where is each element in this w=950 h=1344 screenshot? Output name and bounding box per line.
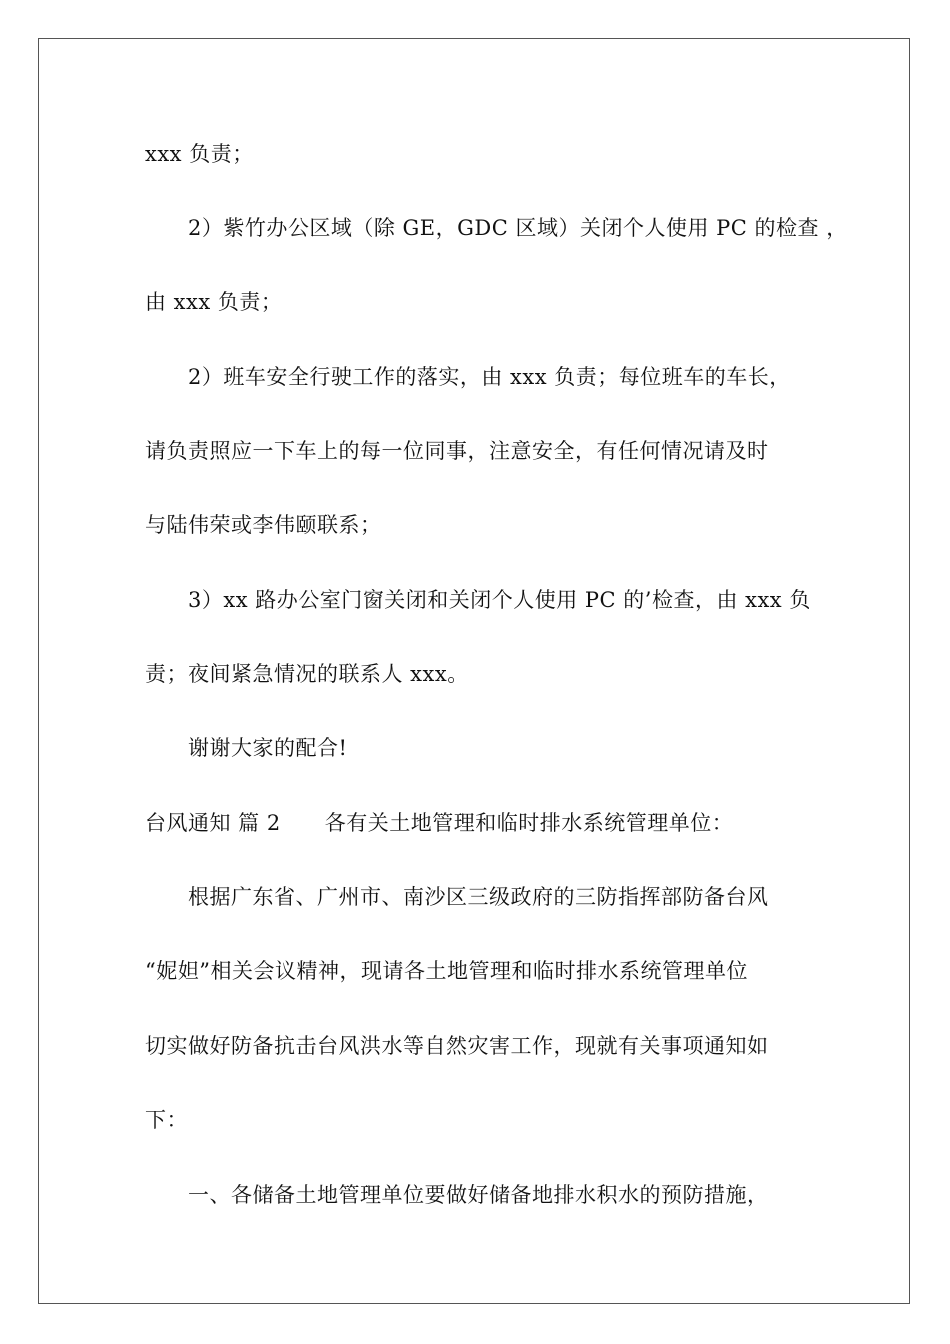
text-line-12: “妮妲”相关会议精神，现请各土地管理和临时排水系统管理单位 (145, 959, 748, 983)
text-line-2: 2）紫竹办公区域（除 GE，GDC 区域）关闭个人使用 PC 的检查 ， (188, 216, 848, 240)
text-line-3: 由 xxx 负责； (145, 290, 283, 314)
text-line-8: 责；夜间紧急情况的联系人 xxx。 (145, 662, 469, 686)
text-line-11: 根据广东省、广州市、南沙区三级政府的三防指挥部防备台风 (188, 885, 769, 909)
text-line-14: 下： (145, 1108, 188, 1132)
text-line-9: 谢谢大家的配合! (188, 736, 348, 760)
text-line-13: 切实做好防备抗击台风洪水等自然灾害工作，现就有关事项通知如 (145, 1034, 769, 1058)
addressee: 各有关土地管理和临时排水系统管理单位： (324, 811, 734, 835)
text-line-7: 3）xx 路办公室门窗关闭和关闭个人使用 PC 的’检查，由 xxx 负 (188, 588, 811, 612)
text-line-6: 与陆伟荣或李伟颐联系； (145, 513, 382, 537)
text-line-5: 请负责照应一下车上的每一位同事，注意安全，有任何情况请及时 (145, 439, 769, 463)
section-title: 台风通知 篇 2 (145, 811, 281, 835)
text-line-15: 一、各储备土地管理单位要做好储备地排水积水的预防措施， (188, 1183, 769, 1207)
text-line-1: xxx 负责； (145, 142, 254, 166)
section-heading (145, 811, 733, 835)
text-line-4: 2）班车安全行驶工作的落实，由 xxx 负责；每位班车的车长， (188, 365, 791, 389)
